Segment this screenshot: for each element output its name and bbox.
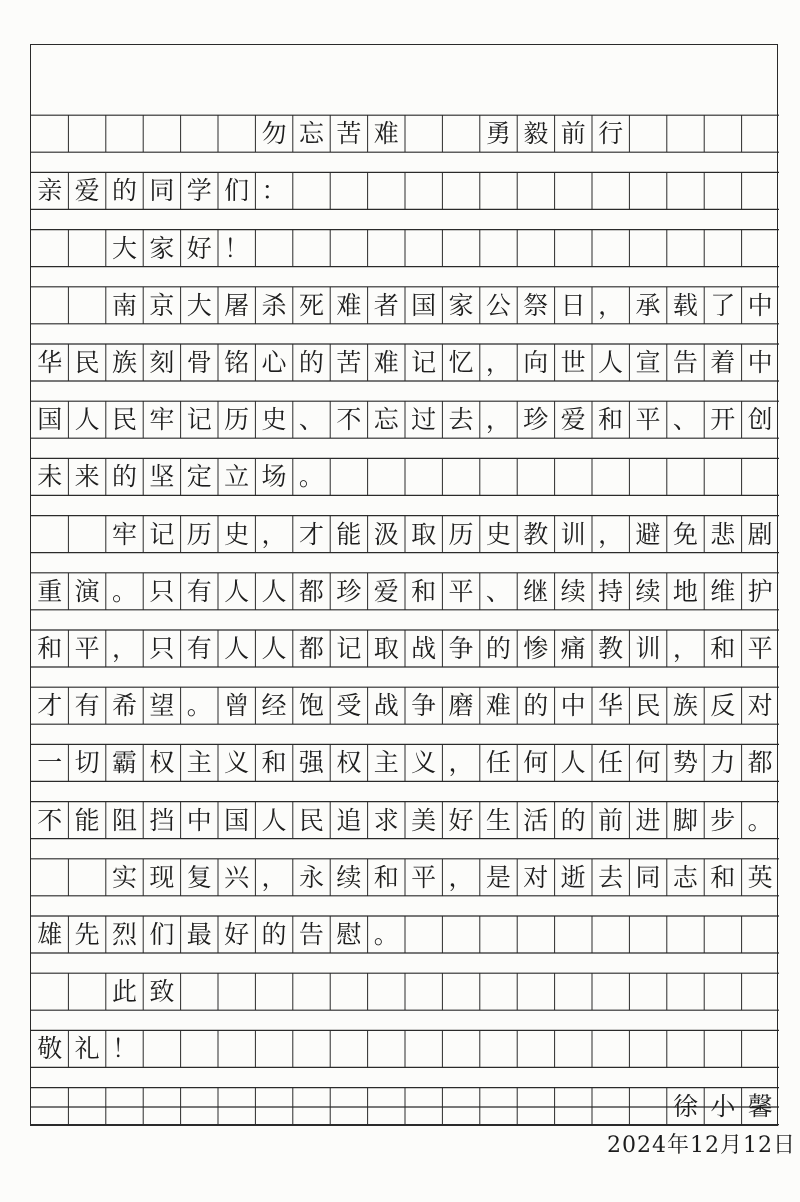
handwritten-char: 重 <box>37 576 63 606</box>
handwritten-char: 民 <box>298 805 324 835</box>
handwritten-char: 忘 <box>373 405 399 435</box>
handwritten-char: 能 <box>336 519 362 549</box>
handwritten-char: 持 <box>598 576 624 606</box>
handwritten-char: 切 <box>74 748 100 778</box>
handwritten-char: 宣 <box>635 348 661 377</box>
handwritten-char: 家 <box>149 233 175 263</box>
handwritten-char: 。 <box>747 805 773 835</box>
handwritten-char: 义 <box>411 748 437 778</box>
handwritten-char: 苦 <box>336 348 362 377</box>
body-line <box>31 859 773 896</box>
handwritten-char: 前 <box>598 805 624 835</box>
body-line <box>31 744 779 781</box>
handwritten-char: 杀 <box>261 290 287 320</box>
handwritten-char: 史 <box>261 405 287 435</box>
handwritten-char: 人 <box>560 748 586 778</box>
handwritten-char: 人 <box>261 576 287 606</box>
handwritten-char: 战 <box>411 634 437 663</box>
handwritten-char: 者 <box>373 290 399 320</box>
body-line <box>31 573 779 610</box>
handwritten-char: 生 <box>485 805 511 835</box>
handwritten-char: 挡 <box>149 805 175 835</box>
handwritten-char: 人 <box>224 576 250 606</box>
handwritten-char: 华 <box>37 348 63 377</box>
handwritten-char: 勿 <box>261 119 287 149</box>
handwritten-char: 平 <box>411 862 437 892</box>
body-line <box>31 344 779 381</box>
handwritten-char: 中 <box>747 348 773 377</box>
handwritten-char: 护 <box>747 576 773 606</box>
handwritten-char: 权 <box>149 748 175 778</box>
handwritten-char: 致 <box>149 977 175 1007</box>
handwritten-char: 任 <box>598 748 624 778</box>
handwritten-char: 力 <box>710 748 736 778</box>
handwritten-char: 。 <box>186 691 212 721</box>
handwritten-char: 公 <box>485 290 511 320</box>
handwritten-char: 死 <box>298 290 324 320</box>
handwritten-char: 中 <box>747 290 773 320</box>
handwritten-char: 大 <box>186 290 212 320</box>
handwritten-char: 好 <box>448 805 474 835</box>
handwritten-char: 战 <box>373 691 399 721</box>
handwritten-char: 平 <box>635 405 661 435</box>
handwritten-char: 族 <box>672 691 698 721</box>
handwritten-char: 的 <box>298 348 324 377</box>
handwritten-char: 有 <box>186 634 212 663</box>
handwritten-char: 希 <box>111 691 137 721</box>
handwritten-char: 了 <box>710 290 736 320</box>
handwritten-char: ， <box>598 290 624 320</box>
handwritten-char: 能 <box>74 805 100 835</box>
handwritten-char: 只 <box>149 576 175 606</box>
handwritten-char: 立 <box>224 462 250 492</box>
handwritten-char: 的 <box>111 176 137 206</box>
handwritten-char: 都 <box>747 748 773 778</box>
handwritten-char: 和 <box>261 748 287 778</box>
handwritten-char: 进 <box>635 805 661 835</box>
handwritten-char: 阻 <box>111 805 137 835</box>
body-line <box>31 687 779 724</box>
handwritten-char: 望 <box>149 691 175 721</box>
handwritten-char: 去 <box>448 405 474 435</box>
handwritten-char: ！ <box>224 233 250 263</box>
handwritten-char: 徐 <box>672 1091 698 1121</box>
handwritten-char: 祭 <box>523 290 549 320</box>
handwritten-char: 勇 <box>485 119 511 149</box>
handwritten-char: 过 <box>411 405 437 435</box>
handwritten-char: 敬 <box>37 1034 63 1064</box>
handwritten-char: 着 <box>710 348 736 377</box>
handwritten-char: 悲 <box>710 519 736 549</box>
handwritten-char: 求 <box>373 805 399 835</box>
handwritten-char: 族 <box>111 348 137 377</box>
handwritten-char: 铭 <box>224 348 250 377</box>
handwritten-char: 势 <box>672 748 698 778</box>
handwritten-char: 场 <box>261 462 287 492</box>
handwritten-char: 华 <box>598 691 624 721</box>
signature <box>31 1088 773 1125</box>
handwritten-char: 何 <box>523 748 549 778</box>
handwritten-char: 教 <box>598 634 624 663</box>
handwritten-char: 继 <box>523 576 549 606</box>
handwritten-char: 免 <box>672 519 698 549</box>
handwritten-char: 珍 <box>523 405 549 435</box>
handwritten-char: 人 <box>261 634 287 663</box>
handwritten-char: 屠 <box>224 290 250 320</box>
handwritten-char: 去 <box>598 862 624 892</box>
handwritten-char: 爱 <box>373 576 399 606</box>
handwritten-char: 维 <box>710 576 736 606</box>
handwritten-char: 中 <box>560 691 586 721</box>
handwritten-char: 反 <box>710 691 736 721</box>
handwritten-char: 不 <box>336 405 362 435</box>
handwritten-char: 牢 <box>149 405 175 435</box>
handwritten-char: 世 <box>560 348 586 377</box>
salutation <box>31 230 704 267</box>
handwritten-char: 国 <box>224 805 250 835</box>
handwritten-char: 和 <box>598 405 624 435</box>
handwritten-char: 们 <box>149 920 175 949</box>
handwritten-char: ， <box>448 748 474 778</box>
handwritten-char: 雄 <box>37 920 63 949</box>
handwritten-char: 爱 <box>560 405 586 435</box>
handwritten-char: 对 <box>747 691 773 721</box>
handwritten-char: 骨 <box>186 348 212 377</box>
handwritten-char: 脚 <box>672 805 698 835</box>
handwritten-char: 演 <box>74 576 100 606</box>
handwritten-char: 和 <box>411 576 437 606</box>
handwritten-char: 最 <box>186 920 212 949</box>
handwritten-char: 才 <box>298 519 324 549</box>
handwritten-char: 人 <box>261 805 287 835</box>
handwritten-char: 、 <box>298 405 324 435</box>
handwritten-char: 和 <box>37 634 63 663</box>
handwritten-char: 国 <box>37 405 63 435</box>
handwritten-char: 的 <box>111 462 137 492</box>
handwritten-char: 、 <box>485 576 511 606</box>
letter-title <box>31 115 624 152</box>
handwritten-char: 只 <box>149 634 175 663</box>
handwritten-char: 人 <box>74 405 100 435</box>
grid-paper-sheet <box>30 44 778 1126</box>
handwritten-char: 取 <box>411 519 437 549</box>
body-line <box>31 916 779 953</box>
handwritten-char: 续 <box>560 576 586 606</box>
handwritten-char: 们 <box>224 176 250 206</box>
handwritten-char: 争 <box>448 634 474 663</box>
handwritten-char: 对 <box>523 862 549 892</box>
handwritten-char: 美 <box>411 805 437 835</box>
handwritten-char: 复 <box>186 862 212 892</box>
handwritten-char: 同 <box>635 862 661 892</box>
handwritten-char: 的 <box>560 805 586 835</box>
handwritten-char: 磨 <box>448 691 474 721</box>
handwritten-char: 好 <box>224 920 250 949</box>
letter-date: 2024年12月12日 <box>607 1133 796 1158</box>
handwritten-char: 同 <box>149 176 175 206</box>
handwritten-char: 日 <box>560 290 586 320</box>
handwritten-char: 行 <box>598 119 624 149</box>
handwritten-char: 权 <box>336 748 362 778</box>
handwritten-char: 此 <box>111 977 137 1007</box>
handwritten-char: 。 <box>111 576 137 606</box>
handwritten-char: 取 <box>373 634 399 663</box>
handwritten-char: 难 <box>373 348 399 377</box>
handwritten-char: 痛 <box>560 634 586 663</box>
handwritten-char: 续 <box>336 862 362 892</box>
body-line <box>31 630 779 667</box>
body-line <box>31 802 779 839</box>
handwritten-char: 续 <box>635 576 661 606</box>
handwritten-char: ， <box>598 519 624 549</box>
handwritten-char: 曾 <box>224 691 250 721</box>
handwritten-char: 何 <box>635 748 661 778</box>
handwritten-char: 和 <box>373 862 399 892</box>
handwritten-char: 。 <box>298 462 324 492</box>
handwritten-char: 定 <box>186 462 212 492</box>
handwritten-char: 馨 <box>747 1091 773 1121</box>
handwritten-char: 汲 <box>373 519 399 549</box>
closing-ci-zhi <box>31 973 704 1010</box>
handwritten-char: 不 <box>37 805 63 835</box>
handwritten-char: 好 <box>186 233 212 263</box>
handwritten-char: 告 <box>298 920 324 949</box>
handwritten-char: 民 <box>74 348 100 377</box>
handwritten-char: 饱 <box>298 691 324 721</box>
handwritten-char: 有 <box>74 691 100 721</box>
handwritten-char: 告 <box>672 348 698 377</box>
handwritten-char: ， <box>448 862 474 892</box>
handwritten-char: 心 <box>261 348 287 377</box>
handwritten-char: 追 <box>336 805 362 835</box>
handwritten-char: 国 <box>411 290 437 320</box>
handwritten-char: 平 <box>747 634 773 663</box>
handwritten-char: 永 <box>298 862 324 892</box>
handwritten-char: 民 <box>635 691 661 721</box>
handwritten-char: 受 <box>336 691 362 721</box>
handwritten-char: 历 <box>224 405 250 435</box>
handwritten-char: 刻 <box>149 348 175 377</box>
handwritten-char: 步 <box>710 805 736 835</box>
handwritten-char: 霸 <box>111 748 137 778</box>
handwritten-char: 。 <box>373 920 399 949</box>
handwritten-char: 争 <box>411 691 437 721</box>
handwritten-char: ， <box>485 405 511 435</box>
handwritten-char: 承 <box>635 290 661 320</box>
handwritten-char: 未 <box>37 462 63 492</box>
handwritten-char: 大 <box>111 233 137 263</box>
handwritten-char: 训 <box>635 634 661 663</box>
handwritten-char: 强 <box>298 748 324 778</box>
handwritten-char: 是 <box>485 862 511 892</box>
handwritten-char: 记 <box>186 405 212 435</box>
handwritten-char: 牢 <box>111 519 137 549</box>
handwritten-char: 都 <box>298 634 324 663</box>
handwritten-char: 主 <box>373 748 399 778</box>
handwritten-char: 民 <box>111 405 137 435</box>
handwritten-char: 人 <box>598 348 624 377</box>
handwritten-char: 的 <box>523 691 549 721</box>
handwritten-char: 记 <box>336 634 362 663</box>
handwritten-char: 的 <box>261 920 287 949</box>
handwritten-char: 珍 <box>336 576 362 606</box>
handwritten-char: 平 <box>448 576 474 606</box>
handwritten-char: 任 <box>485 748 511 778</box>
handwritten-char: 避 <box>635 519 661 549</box>
body-line <box>31 401 779 438</box>
handwritten-char: 前 <box>560 119 586 149</box>
handwritten-char: 历 <box>186 519 212 549</box>
handwritten-char: 和 <box>710 862 736 892</box>
handwritten-char: 爱 <box>74 176 100 206</box>
handwritten-char: 难 <box>373 119 399 149</box>
handwritten-char: 史 <box>224 519 250 549</box>
handwritten-char: 都 <box>298 576 324 606</box>
handwritten-char: 剧 <box>747 519 773 549</box>
handwritten-char: 实 <box>111 862 137 892</box>
handwritten-char: 有 <box>186 576 212 606</box>
handwritten-char: 京 <box>149 290 175 320</box>
handwritten-char: 创 <box>747 405 773 435</box>
handwritten-char: 记 <box>149 519 175 549</box>
body-line <box>31 458 779 495</box>
handwritten-char: 苦 <box>336 119 362 149</box>
handwritten-char: 向 <box>523 348 549 377</box>
handwritten-char: 义 <box>224 748 250 778</box>
handwritten-char: 的 <box>485 634 511 663</box>
handwritten-char: 地 <box>672 576 698 606</box>
handwritten-char: 英 <box>747 862 773 892</box>
handwritten-char: ！ <box>111 1034 137 1064</box>
handwritten-char: ， <box>261 519 287 549</box>
handwritten-char: 一 <box>37 748 63 778</box>
handwritten-char: 兴 <box>224 862 250 892</box>
handwritten-char: 人 <box>224 634 250 663</box>
greeting <box>31 172 779 209</box>
handwritten-char: 经 <box>261 691 287 721</box>
handwritten-char: 亲 <box>37 176 63 206</box>
handwritten-char: 坚 <box>149 462 175 492</box>
handwritten-char: ： <box>261 176 287 206</box>
closing-jing-li <box>31 1030 779 1067</box>
handwritten-char: 历 <box>448 519 474 549</box>
handwritten-char: 忆 <box>448 348 474 377</box>
handwritten-char: 来 <box>74 462 100 492</box>
handwritten-char: 史 <box>485 519 511 549</box>
handwritten-char: 难 <box>336 290 362 320</box>
handwritten-char: 开 <box>710 405 736 435</box>
handwritten-char: 和 <box>710 634 736 663</box>
handwritten-char: 志 <box>672 862 698 892</box>
handwritten-char: 忘 <box>298 119 324 149</box>
handwritten-char: ， <box>485 348 511 377</box>
handwritten-char: 记 <box>411 348 437 377</box>
handwritten-char: 载 <box>672 290 698 320</box>
handwritten-char: 烈 <box>111 920 137 949</box>
handwritten-char: 慰 <box>336 920 362 949</box>
handwritten-char: 先 <box>74 920 100 949</box>
handwritten-char: 惨 <box>523 634 549 663</box>
handwritten-char: 平 <box>74 634 100 663</box>
handwritten-char: 学 <box>186 176 212 206</box>
handwritten-char: 小 <box>710 1091 736 1121</box>
handwritten-char: ， <box>672 634 698 663</box>
handwritten-char: 南 <box>111 290 137 320</box>
body-line <box>31 516 773 553</box>
handwritten-char: 难 <box>485 691 511 721</box>
handwritten-char: 中 <box>186 805 212 835</box>
handwritten-char: 毅 <box>523 119 549 149</box>
handwritten-char: 礼 <box>74 1034 100 1064</box>
handwritten-char: 家 <box>448 290 474 320</box>
handwritten-char: ， <box>261 862 287 892</box>
body-line <box>31 287 773 324</box>
handwritten-char: ， <box>111 634 137 663</box>
handwritten-char: 训 <box>560 519 586 549</box>
handwritten-char: 、 <box>672 405 698 435</box>
handwritten-char: 才 <box>37 691 63 721</box>
handwritten-char: 现 <box>149 862 175 892</box>
handwritten-char: 逝 <box>560 862 586 892</box>
handwritten-char: 主 <box>186 748 212 778</box>
handwritten-char: 教 <box>523 519 549 549</box>
handwritten-char: 活 <box>523 805 549 835</box>
